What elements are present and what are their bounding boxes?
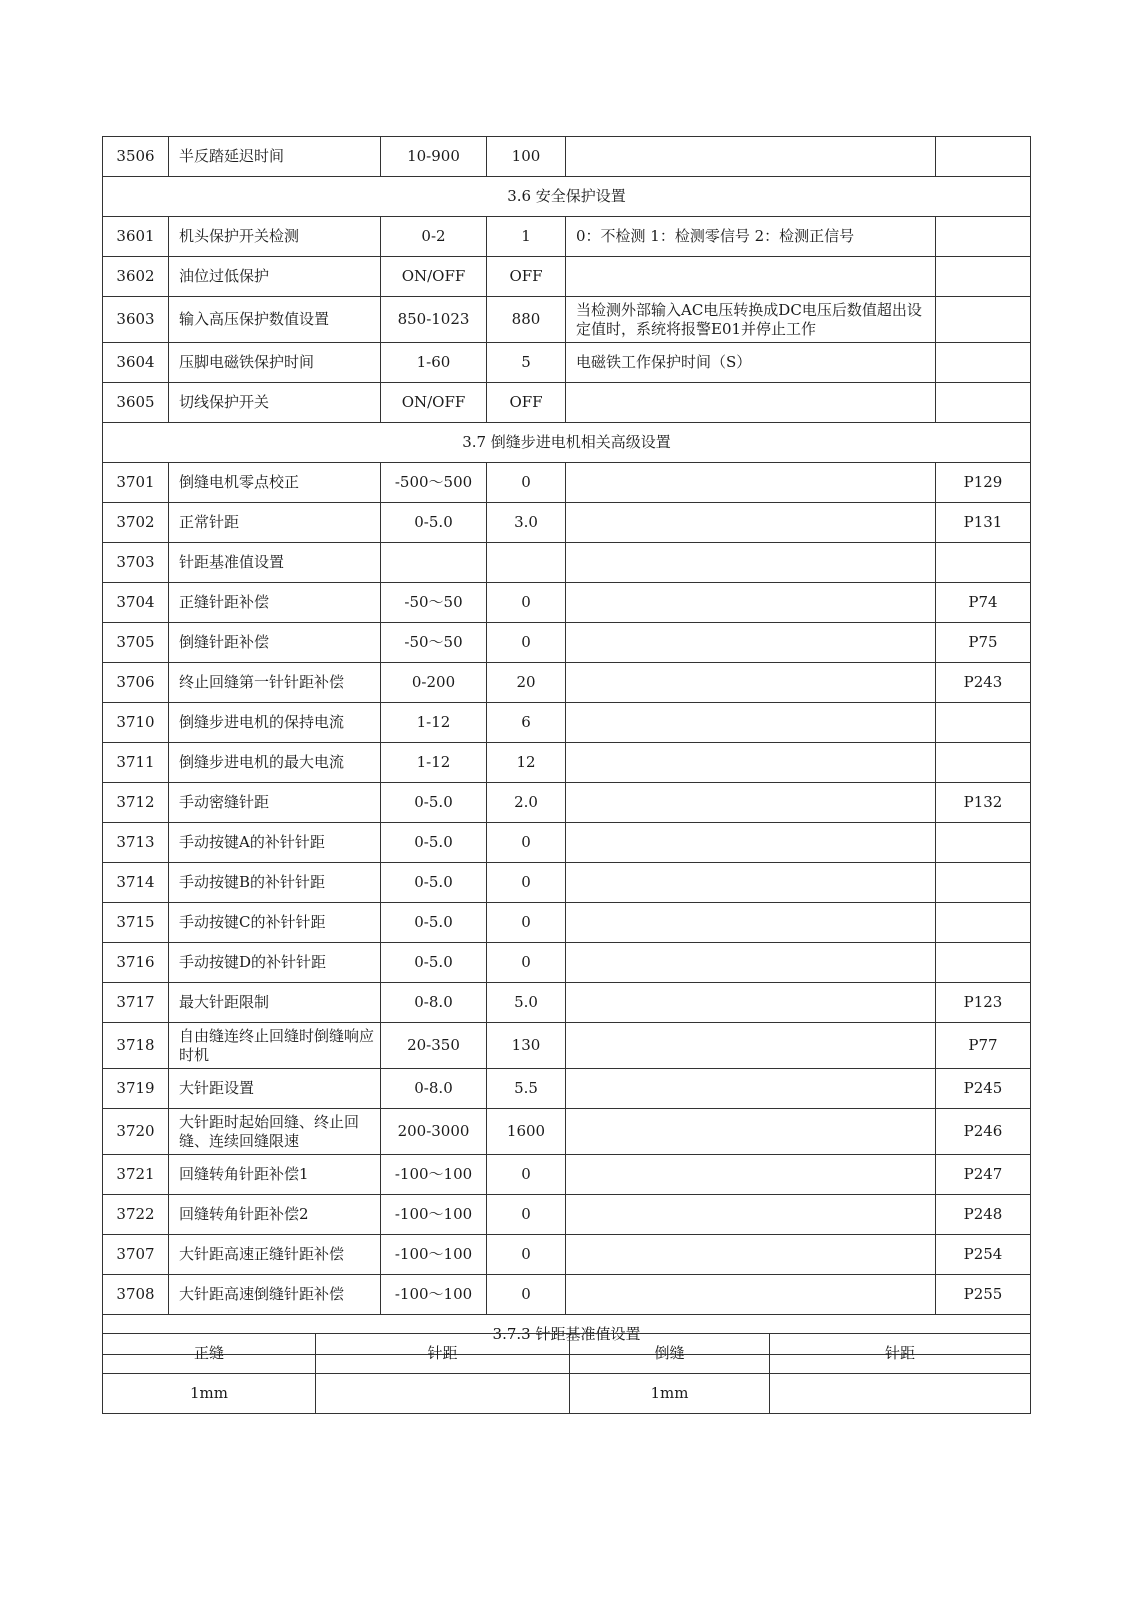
parameter-default: 20 [487,663,566,703]
parameter-name: 倒缝步进电机的保持电流 [169,703,381,743]
parameter-row [103,503,1031,543]
parameter-range: 0-2 [381,217,487,257]
parameter-note [566,503,936,543]
parameter-reference: P123 [936,983,1031,1023]
forward-stitch-cell: 1mm [103,1374,316,1414]
parameter-reference: P131 [936,503,1031,543]
parameter-default: 12 [487,743,566,783]
parameter-reference [936,703,1031,743]
parameter-range: 0-5.0 [381,823,487,863]
parameter-name: 压脚电磁铁保护时间 [169,343,381,383]
parameter-range: -100～100 [381,1195,487,1235]
parameter-name: 终止回缝第一针针距补偿 [169,663,381,703]
parameter-note [566,463,936,503]
parameter-range: 0-5.0 [381,503,487,543]
parameter-note [566,1109,936,1155]
parameter-range: 0-5.0 [381,783,487,823]
parameter-name: 手动按键C的补针针距 [169,903,381,943]
parameter-table [102,136,1031,1355]
parameter-row [103,257,1031,297]
parameter-reference: P77 [936,1023,1031,1069]
parameter-code: 3707 [103,1235,169,1275]
parameter-code: 3710 [103,703,169,743]
parameter-reference [936,743,1031,783]
parameter-code: 3722 [103,1195,169,1235]
parameter-note [566,1023,936,1069]
parameter-range: -50～50 [381,583,487,623]
parameter-range: 1-60 [381,343,487,383]
parameter-reference: P75 [936,623,1031,663]
parameter-row [103,623,1031,663]
parameter-note [566,583,936,623]
parameter-name: 大针距高速正缝针距补偿 [169,1235,381,1275]
parameter-name: 回缝转角针距补偿1 [169,1155,381,1195]
parameter-name: 机头保护开关检测 [169,217,381,257]
parameter-code: 3716 [103,943,169,983]
parameter-row [103,463,1031,503]
parameter-default: 0 [487,943,566,983]
parameter-range: 1-12 [381,743,487,783]
parameter-name: 倒缝步进电机的最大电流 [169,743,381,783]
parameter-default: 6 [487,703,566,743]
parameter-name: 倒缝电机零点校正 [169,463,381,503]
parameter-reference [936,823,1031,863]
parameter-row [103,137,1031,177]
stitch-reference-header-row [103,1334,1031,1374]
parameter-row [103,663,1031,703]
parameter-default: OFF [487,383,566,423]
section-title: 3.7.3 针距基准值设置 [103,1315,1031,1355]
parameter-range: 0-5.0 [381,943,487,983]
header-stitch-length-reverse: 针距 [770,1334,1031,1374]
parameter-range [381,543,487,583]
parameter-default: 3.0 [487,503,566,543]
parameter-note: 电磁铁工作保护时间（S） [566,343,936,383]
parameter-name: 大针距设置 [169,1069,381,1109]
header-forward-stitch: 正缝 [103,1334,316,1374]
parameter-row [103,1023,1031,1069]
parameter-name: 手动按键D的补针针距 [169,943,381,983]
parameter-row [103,583,1031,623]
parameter-code: 3714 [103,863,169,903]
header-reverse-stitch: 倒缝 [570,1334,770,1374]
parameter-reference: P247 [936,1155,1031,1195]
parameter-row [103,543,1031,583]
parameter-reference: P132 [936,783,1031,823]
parameter-code: 3708 [103,1275,169,1315]
parameter-note [566,1275,936,1315]
parameter-note [566,743,936,783]
parameter-code: 3719 [103,1069,169,1109]
parameter-code: 3605 [103,383,169,423]
parameter-reference [936,543,1031,583]
parameter-row [103,383,1031,423]
parameter-default: 2.0 [487,783,566,823]
parameter-reference: P255 [936,1275,1031,1315]
parameter-row [103,1275,1031,1315]
parameter-code: 3711 [103,743,169,783]
parameter-note [566,783,936,823]
parameter-code: 3705 [103,623,169,663]
parameter-note [566,137,936,177]
parameter-default: 1600 [487,1109,566,1155]
parameter-note [566,383,936,423]
parameter-code: 3706 [103,663,169,703]
parameter-code: 3701 [103,463,169,503]
parameter-note [566,543,936,583]
section-title: 3.7 倒缝步进电机相关高级设置 [103,423,1031,463]
parameter-range: 0-8.0 [381,1069,487,1109]
parameter-note: 0：不检测 1：检测零信号 2：检测正信号 [566,217,936,257]
parameter-range: 1-12 [381,703,487,743]
parameter-name: 手动按键B的补针针距 [169,863,381,903]
parameter-row [103,1235,1031,1275]
parameter-range: -100～100 [381,1155,487,1195]
parameter-note: 当检测外部输入AC电压转换成DC电压后数值超出设定值时，系统将报警E01并停止工作 [566,297,936,343]
parameter-note [566,983,936,1023]
parameter-note [566,623,936,663]
parameter-name: 半反踏延迟时间 [169,137,381,177]
parameter-name: 倒缝针距补偿 [169,623,381,663]
parameter-range: -100～100 [381,1275,487,1315]
parameter-reference: P246 [936,1109,1031,1155]
parameter-range: -100～100 [381,1235,487,1275]
parameter-reference [936,137,1031,177]
parameter-default: 5.0 [487,983,566,1023]
parameter-default: 0 [487,1235,566,1275]
parameter-default: 0 [487,823,566,863]
parameter-name: 油位过低保护 [169,257,381,297]
parameter-code: 3602 [103,257,169,297]
parameter-reference [936,343,1031,383]
parameter-reference [936,863,1031,903]
parameter-name: 自由缝连终止回缝时倒缝响应时机 [169,1023,381,1069]
forward-length-cell [316,1374,570,1414]
section-title: 3.6 安全保护设置 [103,177,1031,217]
parameter-code: 3702 [103,503,169,543]
stitch-reference-table [102,1333,1031,1414]
parameter-code: 3703 [103,543,169,583]
parameter-row [103,343,1031,383]
parameter-note [566,1155,936,1195]
parameter-name: 回缝转角针距补偿2 [169,1195,381,1235]
parameter-row [103,1109,1031,1155]
parameter-name: 最大针距限制 [169,983,381,1023]
parameter-reference: P245 [936,1069,1031,1109]
parameter-range: ON/OFF [381,383,487,423]
parameter-note [566,903,936,943]
parameter-default: 880 [487,297,566,343]
parameter-row [103,703,1031,743]
parameter-row [103,943,1031,983]
parameter-name: 输入高压保护数值设置 [169,297,381,343]
parameter-range: ON/OFF [381,257,487,297]
parameter-row [103,1155,1031,1195]
parameter-range: 20-350 [381,1023,487,1069]
parameter-code: 3601 [103,217,169,257]
parameter-default: 5 [487,343,566,383]
parameter-code: 3720 [103,1109,169,1155]
parameter-name: 切线保护开关 [169,383,381,423]
parameter-note [566,863,936,903]
parameter-default [487,543,566,583]
parameter-row [103,783,1031,823]
parameter-note [566,1235,936,1275]
parameter-default: 0 [487,583,566,623]
stitch-reference-row [103,1374,1031,1414]
parameter-note [566,257,936,297]
parameter-code: 3604 [103,343,169,383]
parameter-default: 0 [487,1195,566,1235]
parameter-code: 3721 [103,1155,169,1195]
parameter-range: 0-5.0 [381,863,487,903]
parameter-name: 正常针距 [169,503,381,543]
parameter-default: 130 [487,1023,566,1069]
parameter-reference [936,297,1031,343]
parameter-name: 手动按键A的补针针距 [169,823,381,863]
parameter-name: 正缝针距补偿 [169,583,381,623]
parameter-row [103,217,1031,257]
parameter-code: 3718 [103,1023,169,1069]
parameter-note [566,663,936,703]
parameter-reference: P74 [936,583,1031,623]
parameter-row [103,297,1031,343]
parameter-default: 0 [487,1155,566,1195]
parameter-code: 3713 [103,823,169,863]
parameter-row [103,743,1031,783]
parameter-range: 200-3000 [381,1109,487,1155]
parameter-range: 850-1023 [381,297,487,343]
parameter-reference [936,943,1031,983]
parameter-code: 3715 [103,903,169,943]
parameter-default: 5.5 [487,1069,566,1109]
parameter-note [566,943,936,983]
parameter-code: 3712 [103,783,169,823]
parameter-reference: P254 [936,1235,1031,1275]
parameter-name: 大针距高速倒缝针距补偿 [169,1275,381,1315]
parameter-row [103,863,1031,903]
parameter-row [103,983,1031,1023]
parameter-default: 0 [487,1275,566,1315]
parameter-note [566,1195,936,1235]
parameter-reference: P248 [936,1195,1031,1235]
parameter-range: 10-900 [381,137,487,177]
reverse-stitch-cell: 1mm [570,1374,770,1414]
header-stitch-length-forward: 针距 [316,1334,570,1374]
parameter-default: OFF [487,257,566,297]
parameter-default: 1 [487,217,566,257]
parameter-row [103,1195,1031,1235]
parameter-default: 0 [487,903,566,943]
parameter-reference: P129 [936,463,1031,503]
parameter-name: 手动密缝针距 [169,783,381,823]
parameter-range: 0-200 [381,663,487,703]
parameter-range: -500～500 [381,463,487,503]
parameter-note [566,823,936,863]
parameter-default: 0 [487,623,566,663]
parameter-row [103,903,1031,943]
parameter-name: 大针距时起始回缝、终止回缝、连续回缝限速 [169,1109,381,1155]
parameter-note [566,703,936,743]
section-row [103,177,1031,217]
parameter-code: 3506 [103,137,169,177]
parameter-default: 0 [487,863,566,903]
parameter-reference: P243 [936,663,1031,703]
parameter-note [566,1069,936,1109]
parameter-name: 针距基准值设置 [169,543,381,583]
parameter-code: 3603 [103,297,169,343]
parameter-code: 3717 [103,983,169,1023]
parameter-row [103,823,1031,863]
parameter-range: 0-5.0 [381,903,487,943]
parameter-reference [936,217,1031,257]
parameter-range: 0-8.0 [381,983,487,1023]
parameter-reference [936,383,1031,423]
reverse-length-cell [770,1374,1031,1414]
parameter-reference [936,903,1031,943]
parameter-reference [936,257,1031,297]
parameter-code: 3704 [103,583,169,623]
parameter-default: 100 [487,137,566,177]
parameter-row [103,1069,1031,1109]
parameter-range: -50～50 [381,623,487,663]
parameter-default: 0 [487,463,566,503]
section-row [103,423,1031,463]
